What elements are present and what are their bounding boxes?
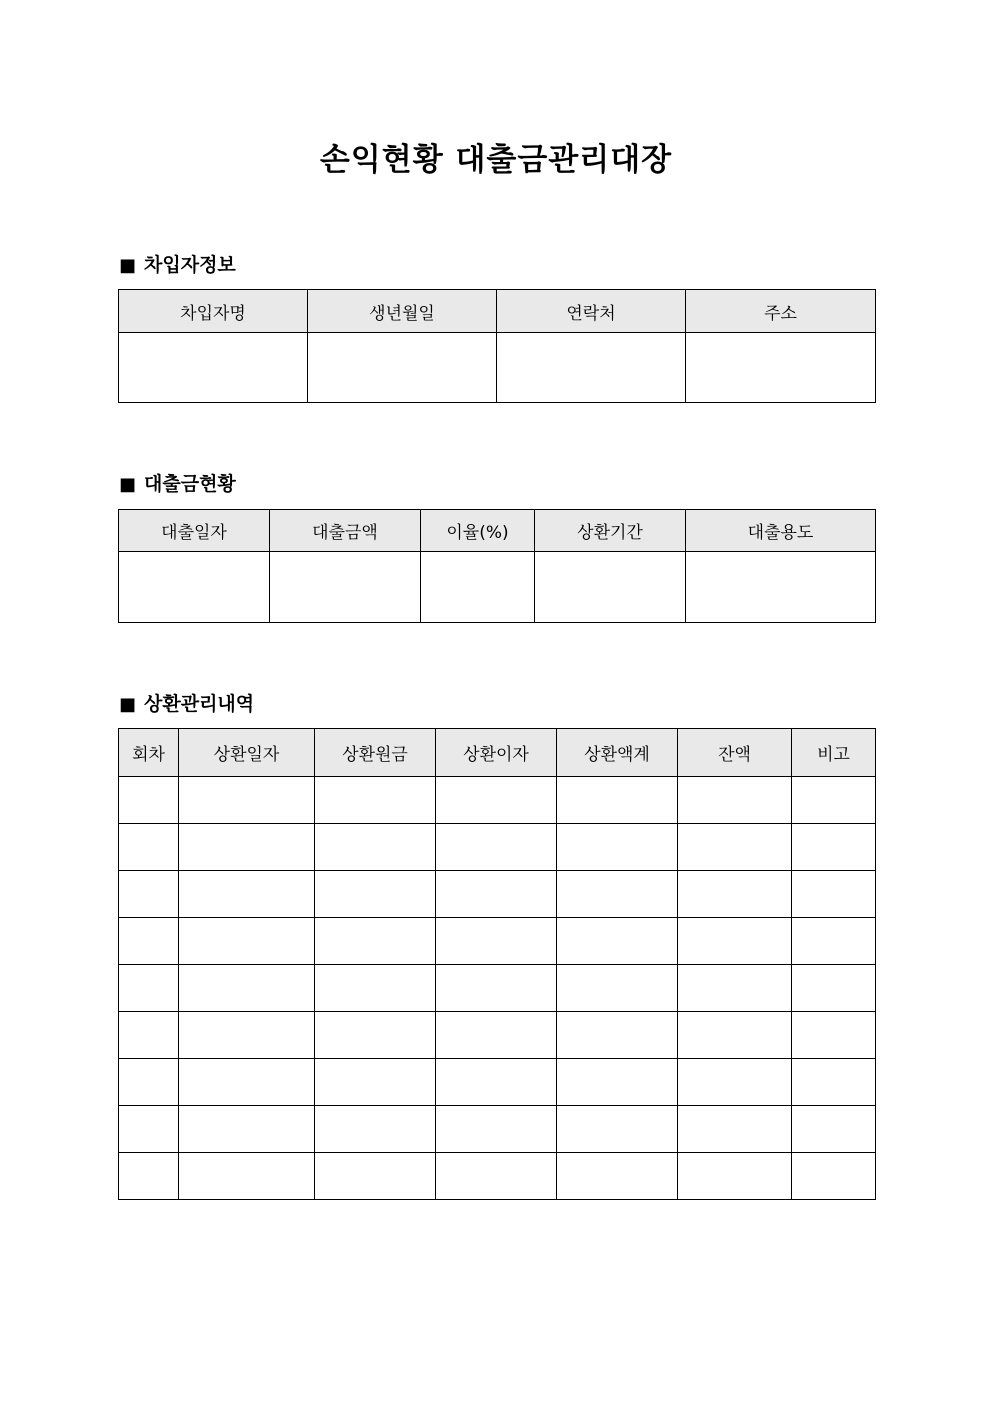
table-row [119,824,876,871]
table-row [119,777,876,824]
remarks-cell[interactable] [792,824,876,871]
loan-amount-cell[interactable] [270,552,421,623]
balance-cell[interactable] [678,777,792,824]
interest-rate-cell[interactable] [421,552,535,623]
installment-cell[interactable] [119,824,179,871]
remarks-cell[interactable] [792,871,876,918]
balance-cell[interactable] [678,965,792,1012]
table-row [119,1059,876,1106]
installment-cell[interactable] [119,1106,179,1153]
square-bullet-icon: ■ [119,474,137,495]
column-header-loan-purpose: 대출용도 [686,510,876,552]
table-header-row [119,510,876,552]
balance-cell[interactable] [678,918,792,965]
interest-cell[interactable] [436,1153,557,1200]
repayment-total-cell[interactable] [557,1012,678,1059]
borrower-name-cell[interactable] [119,333,308,403]
column-header-installment: 회차 [119,729,179,777]
table-row [119,1012,876,1059]
installment-cell[interactable] [119,1012,179,1059]
remarks-cell[interactable] [792,1059,876,1106]
interest-cell[interactable] [436,1012,557,1059]
column-header-loan-amount: 대출금액 [270,510,421,552]
balance-cell[interactable] [678,1012,792,1059]
section-heading-label: 대출금현황 [144,473,236,495]
repayment-total-cell[interactable] [557,918,678,965]
principal-cell[interactable] [315,918,436,965]
repayment-total-cell[interactable] [557,965,678,1012]
column-header-repayment-total: 상환액계 [557,729,678,777]
repayment-date-cell[interactable] [179,965,315,1012]
column-header-birth-date: 생년월일 [308,290,497,333]
principal-cell[interactable] [315,777,436,824]
table-row [119,552,876,623]
contact-cell[interactable] [497,333,686,403]
repayment-total-cell[interactable] [557,871,678,918]
document-title: 손익현황 대출금관리대장 [319,142,673,178]
section-heading-label: 상환관리내역 [144,693,255,715]
repayment-date-cell[interactable] [179,1153,315,1200]
remarks-cell[interactable] [792,918,876,965]
remarks-cell[interactable] [792,965,876,1012]
repayment-rows [119,777,876,1200]
table-header-row [119,290,876,333]
table-row [119,871,876,918]
installment-cell[interactable] [119,1153,179,1200]
column-header-repayment-period: 상환기간 [535,510,686,552]
column-header-loan-date: 대출일자 [119,510,270,552]
remarks-cell[interactable] [792,1153,876,1200]
column-header-address: 주소 [686,290,876,333]
section-heading-repayment-history [119,692,254,717]
column-header-contact: 연락처 [497,290,686,333]
column-header-repayment-date: 상환일자 [179,729,315,777]
installment-cell[interactable] [119,1059,179,1106]
principal-cell[interactable] [315,871,436,918]
repayment-total-cell[interactable] [557,1153,678,1200]
table-header-row [119,729,876,777]
interest-cell[interactable] [436,965,557,1012]
balance-cell[interactable] [678,824,792,871]
interest-cell[interactable] [436,777,557,824]
table-row [119,918,876,965]
installment-cell[interactable] [119,871,179,918]
section-heading-borrower-info [119,253,236,278]
balance-cell[interactable] [678,1059,792,1106]
interest-cell[interactable] [436,1106,557,1153]
repayment-total-cell[interactable] [557,1059,678,1106]
interest-cell[interactable] [436,1059,557,1106]
column-header-principal: 상환원금 [315,729,436,777]
repayment-date-cell[interactable] [179,1059,315,1106]
square-bullet-icon: ■ [119,255,137,276]
column-header-borrower-name: 차입자명 [119,290,308,333]
principal-cell[interactable] [315,824,436,871]
balance-cell[interactable] [678,871,792,918]
section-heading-label: 차입자정보 [144,254,236,276]
loan-purpose-cell[interactable] [686,552,876,623]
interest-cell[interactable] [436,918,557,965]
repayment-period-cell[interactable] [535,552,686,623]
repayment-total-cell[interactable] [557,824,678,871]
table-row [119,965,876,1012]
address-cell[interactable] [686,333,876,403]
repayment-date-cell[interactable] [179,1012,315,1059]
square-bullet-icon: ■ [119,694,137,715]
repayment-date-cell[interactable] [179,824,315,871]
column-header-interest-rate: 이율(%) [421,510,535,552]
repayment-date-cell[interactable] [179,918,315,965]
table-row [119,1106,876,1153]
loan-status-table [118,509,876,623]
remarks-cell[interactable] [792,1012,876,1059]
repayment-date-cell[interactable] [179,871,315,918]
repayment-date-cell[interactable] [179,777,315,824]
balance-cell[interactable] [678,1153,792,1200]
column-header-balance: 잔액 [678,729,792,777]
table-row [119,333,876,403]
installment-cell[interactable] [119,918,179,965]
section-heading-loan-status [119,472,236,497]
principal-cell[interactable] [315,965,436,1012]
principal-cell[interactable] [315,1153,436,1200]
interest-cell[interactable] [436,871,557,918]
repayment-history-table [118,728,876,1200]
principal-cell[interactable] [315,1012,436,1059]
remarks-cell[interactable] [792,1106,876,1153]
column-header-interest: 상환이자 [436,729,557,777]
installment-cell[interactable] [119,965,179,1012]
birth-date-cell[interactable] [308,333,497,403]
table-row [119,1153,876,1200]
loan-date-cell[interactable] [119,552,270,623]
principal-cell[interactable] [315,1106,436,1153]
repayment-date-cell[interactable] [179,1106,315,1153]
remarks-cell[interactable] [792,777,876,824]
repayment-total-cell[interactable] [557,777,678,824]
principal-cell[interactable] [315,1059,436,1106]
borrower-info-table [118,289,876,403]
balance-cell[interactable] [678,1106,792,1153]
column-header-remarks: 비고 [792,729,876,777]
installment-cell[interactable] [119,777,179,824]
interest-cell[interactable] [436,824,557,871]
repayment-total-cell[interactable] [557,1106,678,1153]
